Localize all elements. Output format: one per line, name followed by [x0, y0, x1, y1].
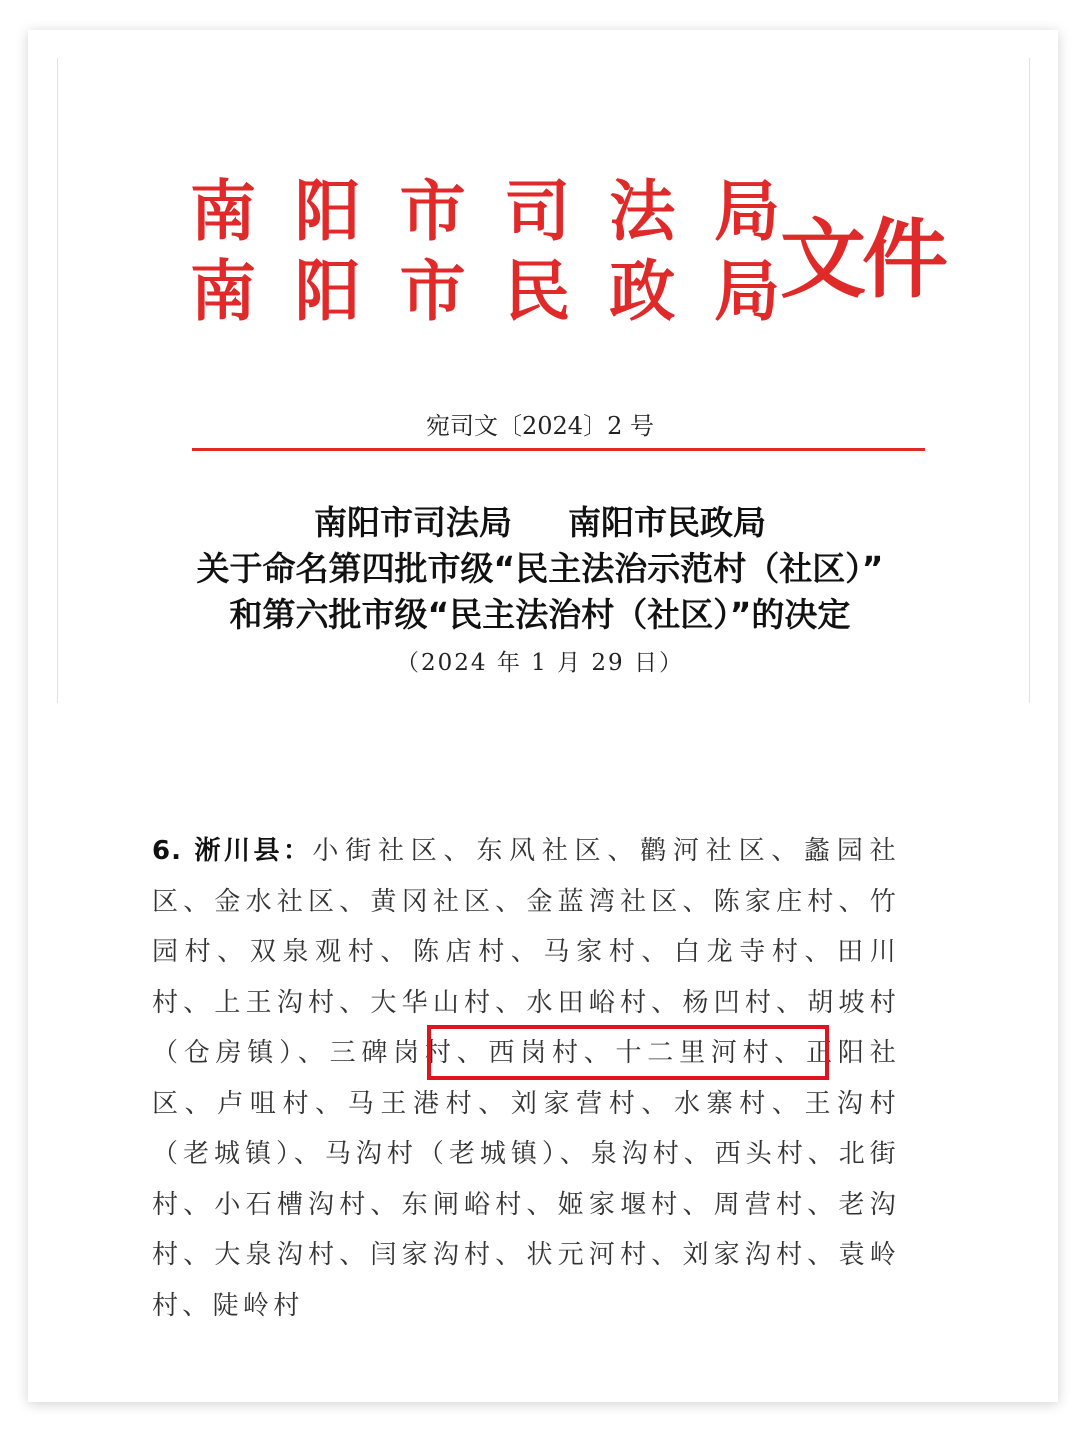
list-text-highlighted: 正阳社区、卢咀村、马王港村、 [152, 1038, 900, 1119]
document-number: 宛司文〔2024〕2 号 [426, 412, 654, 440]
header-char: 民 [504, 251, 571, 330]
header-char: 南 [190, 171, 256, 250]
list-text-before: 小街社区、东风社区、鹳河社区、蠡园社区、金水社区、黄冈社区、金蓝湾社区、陈家庄村、竹园村、双泉观村、陈店村、马家村、白龙寺村、田川村、上王沟村、大华山村、水田峪村、杨凹村、胡坡村（仓房镇）、三碑岗村、西岗村、十二里河村、 [152, 836, 900, 1068]
header-char: 阳 [294, 251, 361, 330]
title-line-1 [0, 500, 1080, 546]
red-divider [192, 448, 925, 451]
header-suffix: 文件 [780, 209, 944, 310]
title-line-2: 关于命名第四批市级“民主法治示范村（社区）” [196, 549, 884, 588]
header-char: 局 [713, 171, 780, 250]
header-char: 局 [713, 251, 780, 330]
header-char: 市 [399, 171, 466, 250]
red-header [190, 165, 780, 330]
header-char: 市 [399, 251, 466, 330]
header-char: 法 [609, 171, 676, 250]
title-line-3: 和第六批市级“民主法治村（社区）”的决定 [229, 595, 851, 634]
header-char: 政 [609, 251, 676, 330]
title-agency-judicial: 南阳市司法局 [314, 503, 512, 542]
header-char: 阳 [294, 171, 361, 250]
title-agency-civil: 南阳市民政局 [568, 503, 766, 542]
county-label: 6. 淅川县： [152, 836, 313, 866]
document-title [0, 500, 1080, 638]
header-char: 司 [504, 171, 571, 250]
header-row-civil-affairs [190, 245, 780, 330]
document-date: （2024 年 1 月 29 日） [396, 650, 684, 676]
list-text-after: 刘家营村、水寨村、王沟村（老城镇）、马沟村（老城镇）、泉沟村、西头村、北街村、小石槽沟村、东闸峪村、姬家堰村、周营村、老沟村、大泉沟村、闫家沟村、状元河村、刘家沟村、袁岭村、陡岭村 [152, 1088, 900, 1321]
header-row-judicial [190, 165, 780, 250]
highlight-box [427, 1025, 829, 1080]
header-char: 南 [190, 251, 256, 330]
